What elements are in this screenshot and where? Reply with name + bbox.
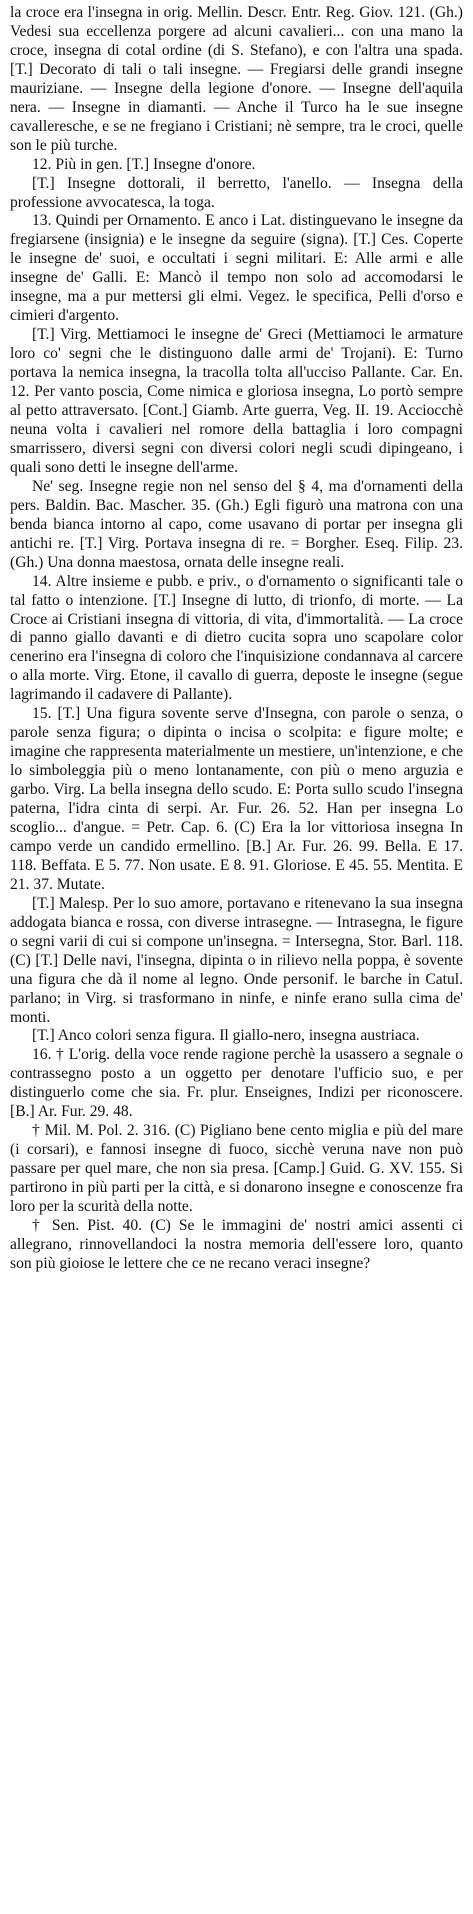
entry-paragraph-8 xyxy=(10,705,463,895)
paragraph-text: 13. Quindi per Ornamento. E anco i Lat. distinguevano le insegne da fregiarsene (insignia) e le insegne da seguire (signa). [T.] Ces. Coperte le insegne de' suoi, e occultati i segni militari. E: Alle armi e alle insegne de' Galli. E: Mancò il tempo non solo ad accomodarsi le insegne, ma a pur mettersi gli elmi. Vegez. le specifica, Pelli d'orso e cimieri d'argento. xyxy=(10,212,463,325)
paragraph-text: la croce era l'insegna in orig. Mellin. Descr. Entr. Reg. Giov. 121. (Gh.) Vedesi sua eccellenza porgere ad alcuni cavalieri... con una mano la croce, insegna di cotal ordine (di S. Stefano), e con l'altra una spada. [T.] Decorato di tali o tali insegne. — Fregiarsi delle grandi insegne mauriziane. — Insegne della legione d'onore. — Insegne dell'aquila nera. — Insegne in diamanti. — Anche il Turco ha le sue insegne cavalleresche, e se ne fregiano i Cristiani; nè sempre, tra le croci, quelle son le più turche. xyxy=(10,4,463,154)
paragraph-text: [T.] Insegne dottorali, il berretto, l'anello. — Insegna della professione avvocatesca, la toga. xyxy=(10,174,463,211)
entry-paragraph-3 xyxy=(10,175,463,213)
entry-paragraph-12 xyxy=(10,1122,463,1217)
entry-paragraph-4 xyxy=(10,212,463,326)
entry-paragraph-7 xyxy=(10,573,463,706)
entry-paragraph-13 xyxy=(10,1217,463,1274)
entry-paragraph-2 xyxy=(10,156,463,175)
paragraph-text: 12. Più in gen. [T.] Insegne d'onore. xyxy=(32,155,256,173)
paragraph-text: Ne' seg. Insegne regie non nel senso del § 4, ma d'ornamenti della pers. Baldin. Bac. Mascher. 35. (Gh.) Egli figurò una matrona con una benda bianca intorno al capo, come usavano di portar per insegna gli antichi re. [T.] Virg. Portava insegna di re. = Borgher. Eseq. Filip. 23. (Gh.) Una donna maestosa, ornata delle insegne reali. xyxy=(10,477,463,571)
entry-paragraph-5 xyxy=(10,326,463,478)
entry-paragraph-10 xyxy=(10,1027,463,1046)
entry-paragraph-1 xyxy=(10,4,463,156)
paragraph-text: 15. [T.] Una figura sovente serve d'Insegna, con parole o senza, o parole senza figura; o dipinta o incisa o scolpita: e figure molte; e imagine che rappresenta materialmente un mestiere, un'intenzione, e che lo simboleggia più o meno lontanamente, con più o meno arguzia e garbo. Virg. La bella insegna dello scudo. E: Porta sullo scudo l'insegna paterna, l'idra cinta di serpi. Ar. Fur. 26. 52. Han per insegna Lo scoglio... d'angue. = Petr. Cap. 6. (C) Era la lor vittoriosa insegna In campo verde un candido ermellino. [B.] Ar. Fur. 26. 99. Bella. E 17. 118. Beffata. E 5. 77. Non usate. E 8. 91. Gloriose. E 45. 55. Mentita. E 21. 37. Mutate. xyxy=(10,705,463,893)
paragraph-text: [T.] Malesp. Per lo suo amore, portavano e ritenevano la sua insegna addogata bianca e rossa, con diverse intrasegne. — Intrasegna, le figure o segni varii di cui si compone un'insegna. = Intersegna, Stor. Barl. 118. (C) [T.] Delle navi, l'insegna, dipinta o in rilievo nella poppa, è sovente una figura che dà il nome al legno. Onde personif. le barche in Catul. parlano; in Virg. si trasformano in ninfe, e ninfe erano sulla cima de' monti. xyxy=(10,894,463,1026)
paragraph-text: † Sen. Pist. 40. (C) Se le immagini de' nostri amici assenti ci allegrano, rinnovellandoci la nostra memoria dell'essere loro, quanto son più gioiose le lettere che ce ne recano veraci insegne? xyxy=(10,1217,463,1272)
dictionary-page xyxy=(10,4,463,1904)
entry-paragraph-11 xyxy=(10,1046,463,1122)
entry-paragraph-9 xyxy=(10,895,463,1028)
paragraph-text: 16. † L'orig. della voce rende ragione perchè la usassero a segnale o contrassegno posto a un oggetto per denotare l'ufficio suo, e per distinguerlo come che sia. Fr. plur. Enseignes, Indizi per riconoscere. [B.] Ar. Fur. 29. 48. xyxy=(10,1046,463,1121)
entry-paragraph-6 xyxy=(10,478,463,573)
paragraph-text: [T.] Virg. Mettiamoci le insegne de' Greci (Mettiamoci le armature loro co' segni che le distinguono dalle armi de' Trojani). E: Turno portava la nemica insegna, la tracolla tolta all'ucciso Pallante. Car. En. 12. Per vanto poscia, Come nimica e gloriosa insegna, Lo portò sempre al petto attraversato. [Cont.] Giamb. Arte guerra, Veg. II. 19. Acciocchè neuna volta i cavalieri nel romore della battaglia i loro compagni smarrissero, diversi segni con diversi colori negli scudi dipingeano, i quali sono detti le insegne dell'arme. xyxy=(10,326,463,476)
paragraph-text: [T.] Anco colori senza figura. Il giallo-nero, insegna austriaca. xyxy=(32,1027,420,1045)
paragraph-text: 14. Altre insieme e pubb. e priv., o d'ornamento o significanti tale o tal fatto o intenzione. [T.] Insegne di lutto, di trionfo, di morte. — La Croce ai Cristiani insegna di vittoria, di vita, d'immortalità. — La croce di panno giallo davanti e di dietro cucita sopra uno scapolare color cenerino era l'insegna di coloro che l'inquisizione condannava al carcere o alla morte. Virg. Etone, il cavallo di guerra, deposte le insegne (segue lagrimando il cadavere di Pallante). xyxy=(10,572,463,704)
paragraph-text: † Mil. M. Pol. 2. 316. (C) Pigliano bene cento miglia e più del mare (i corsari), e fannosi insegne di fuoco, sicchè veruna nave non può passare per quel mare, che non sia presa. [Camp.] Guid. G. XV. 155. Si partirono in più parti per la città, e si donarono insegne e conoscenze fra loro per la scurità della notte. xyxy=(10,1122,463,1216)
